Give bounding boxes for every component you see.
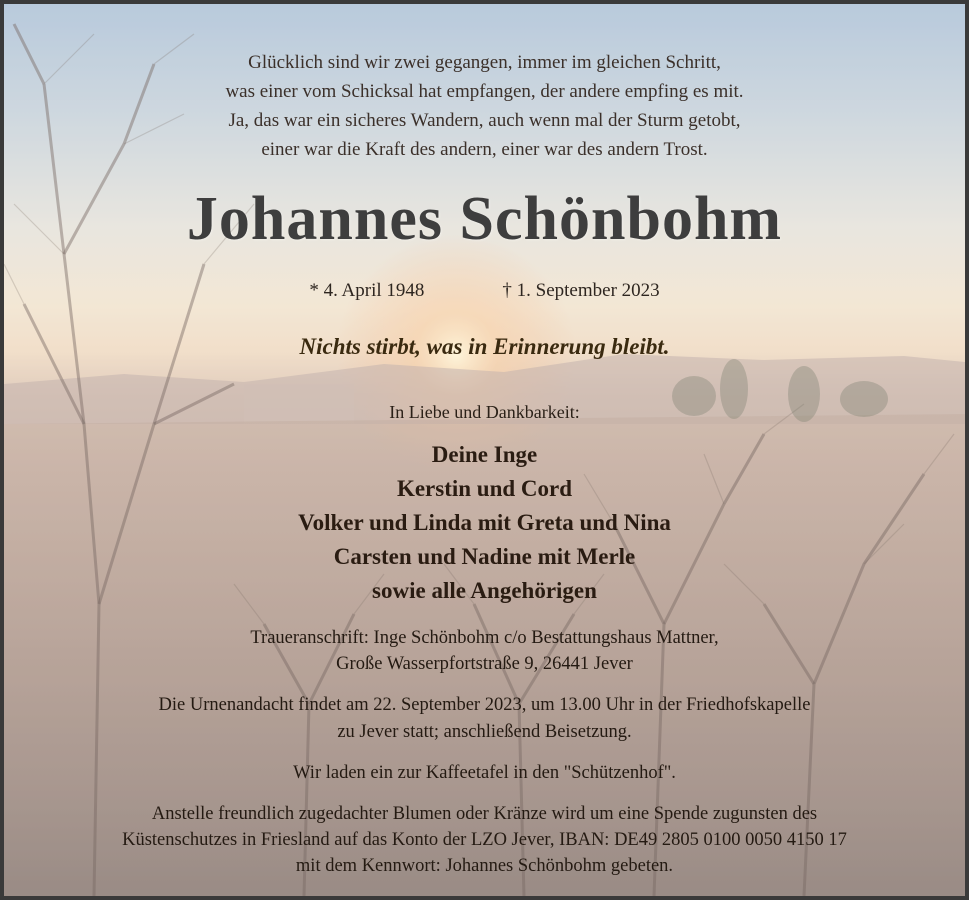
birth-date: * 4. April 1948 [309, 280, 425, 301]
mourner-line-5: sowie alle Angehörigen [372, 578, 597, 603]
ceremony-line-2: zu Jever statt; anschließend Beisetzung. [337, 722, 632, 742]
donation-line-2: Küstenschutzes in Friesland auf das Konto der LZO Jever, IBAN: DE49 2805 0100 0050 4150 17 [122, 830, 847, 850]
ceremony-line-1: Die Urnenandacht findet am 22. September 2023, um 13.00 Uhr in der Friedhofskapelle [158, 695, 811, 715]
mourner-line-3: Volker und Linda mit Greta und Nina [298, 510, 671, 535]
mourner-line-4: Carsten und Nadine mit Merle [333, 544, 636, 569]
poem-line-3: Ja, das war ein sicheres Wandern, auch wenn mal der Sturm getobt, [228, 110, 741, 131]
coffee-invitation: Wir laden ein zur Kaffeetafel in den "Schützenhof". [293, 763, 676, 783]
deceased-name: Johannes Schönbohm [186, 185, 783, 253]
address-line-1: Traueranschrift: Inge Schönbohm c/o Bestattungshaus Mattner, [250, 628, 719, 648]
gratitude-intro: In Liebe und Dankbarkeit: [389, 402, 580, 422]
memorial-quote: Nichts stirbt, was in Erinnerung bleibt. [299, 334, 670, 359]
poem-line-1: Glücklich sind wir zwei gegangen, immer im gleichen Schritt, [248, 52, 721, 73]
poem-line-2: was einer vom Schicksal hat empfangen, der andere empfing es mit. [225, 81, 744, 102]
death-date: † 1. September 2023 [502, 280, 660, 301]
mourner-line-2: Kerstin und Cord [396, 476, 573, 501]
address-line-2: Große Wasserpfortstraße 9, 26441 Jever [336, 654, 633, 674]
mourner-line-1: Deine Inge [431, 442, 538, 467]
poem-line-4: einer war die Kraft des andern, einer war des andern Trost. [261, 139, 708, 160]
donation-line-3: mit dem Kennwort: Johannes Schönbohm gebeten. [295, 856, 674, 876]
life-dates [4, 280, 965, 302]
donation-line-1: Anstelle freundlich zugedachter Blumen oder Kränze wird um eine Spende zugunsten des [151, 804, 818, 824]
